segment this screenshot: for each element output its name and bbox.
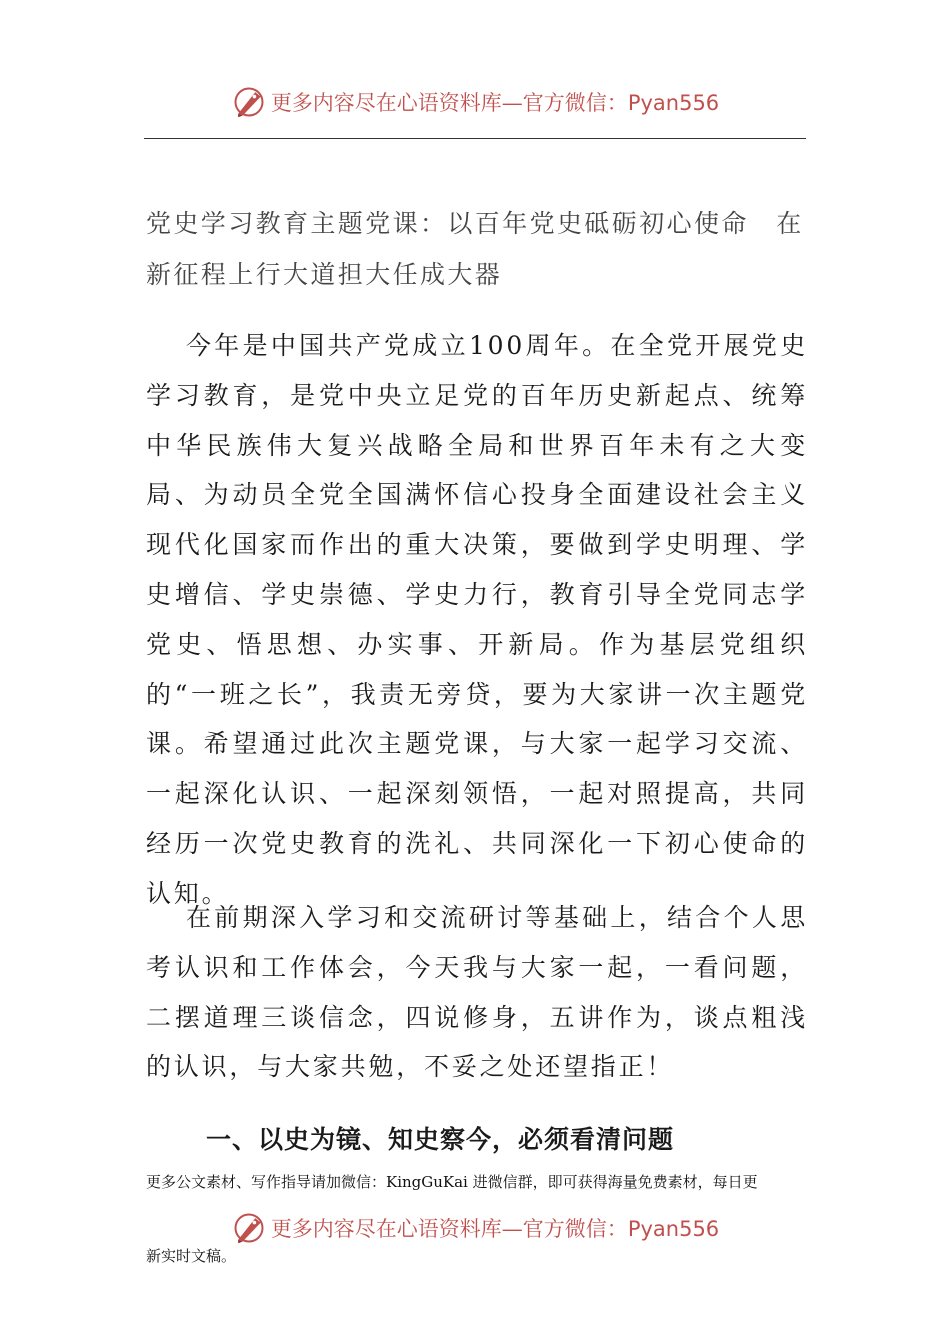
document-title: 党史学习教育主题党课：以百年党史砥砺初心使命 在新征程上行大道担大任成大器 (146, 209, 804, 289)
paragraph-1: 今年是中国共产党成立100周年。在全党开展党史学习教育，是党中央立足党的百年历史新起点、统筹中华民族伟大复兴战略全局和世界百年未有之大变局、为动员全党全国满怀信心投身全面建设社会主义现代化国家而作出的重大决策，要做到学史明理、学史增信、学史崇德、学史力行，教育引导全党同志学党史、悟思想、办实事、开新局。作为基层党组织的“一班之长”，我责无旁贷，要为大家讲一次主题党课。希望通过此次主题党课，与大家一起学习交流、一起深化认识、一起深刻领悟，一起对照提高，共同经历一次党史教育的洗礼、共同深化一下初心使命的认知。 (146, 331, 808, 908)
watermark-text-bottom (271, 1213, 719, 1243)
footer-watermark (0, 1206, 950, 1250)
section-heading: 一、以史为镜、知史察今，必须看清问题 (206, 1125, 675, 1154)
watermark-wechat-id-bottom: Pyan556 (627, 1217, 720, 1241)
footer-line-2: 新实时文稿。 (146, 1247, 237, 1265)
pen-nib-logo-icon (231, 84, 267, 120)
footer-line-1: 更多公文素材、写作指导请加微信：KingGuKai 进微信群，即可获得海量免费素材，每日更 (146, 1173, 758, 1191)
header-divider (144, 138, 806, 139)
watermark-label-bottom: 更多内容尽在心语资料库—官方微信： (270, 1217, 628, 1241)
watermark-label: 更多内容尽在心语资料库—官方微信： (270, 91, 628, 115)
watermark-wechat-id: Pyan556 (627, 91, 720, 115)
pen-nib-logo-icon (231, 1210, 267, 1246)
watermark-text (271, 87, 719, 117)
header-watermark (0, 80, 950, 124)
paragraph-2: 在前期深入学习和交流研讨等基础上，结合个人思考认识和工作体会，今天我与大家一起，一看问题，二摆道理三谈信念，四说修身，五讲作为，谈点粗浅的认识，与大家共勉，不妥之处还望指正！ (146, 903, 808, 1082)
